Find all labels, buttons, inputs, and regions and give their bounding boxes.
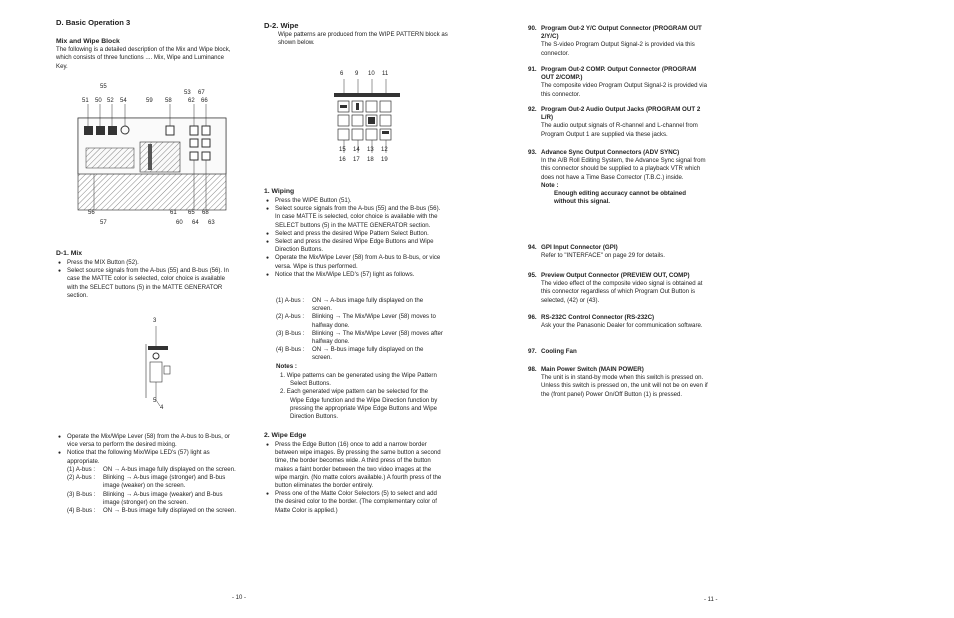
- callout-5: 5: [153, 398, 157, 404]
- callout-53: 53: [184, 90, 191, 96]
- callout-15: 15: [339, 147, 346, 153]
- wiping-bullet: ● Select source signals from the A-bus (55) and the B-bus (56). In case MATTE is selected, color choice is available with the SELECT buttons (5) in the MATTE GENERATOR section.: [264, 205, 442, 230]
- section-90: 90. Program Out-2 Y/C Output Connector (PROGRAM OUT 2/Y/C) The S-video Program Output Signal-2 is provided via this connector.: [528, 25, 702, 57]
- section-95: 95. Preview Output Connector (PREVIEW OUT, COMP) The video effect of the composite video signal is obtained at this connector regardless of which Program Out Button is selected, (42) or (43).: [528, 272, 703, 304]
- wiping-bullets: [264, 197, 442, 279]
- callout-17: 17: [353, 157, 360, 163]
- wipe-state-row: (1) A-bus : ON → A-bus image fully displayed on the screen.: [276, 297, 424, 313]
- callout-11: 11: [382, 71, 389, 77]
- section-title: D. Basic Operation 3: [56, 18, 131, 27]
- callout-56: 56: [88, 210, 95, 216]
- edge-bullet: ● Press one of the Matte Color Selectors (5) to select and add the desired color to the border. (The complementary color of Matte Color is applied.): [264, 490, 442, 515]
- callout-54: 54: [120, 98, 127, 104]
- wipe-state-row: (4) B-bus : ON → B-bus image fully displayed on the screen.: [276, 346, 424, 362]
- callout-4: 4: [160, 405, 164, 411]
- wipe-heading: D-2. Wipe: [264, 21, 299, 30]
- led-state-row: (3) B-bus : Blinking → A-bus image (weaker) and B-bus image (stronger) on the screen.: [67, 490, 223, 506]
- callout-60: 60: [176, 220, 183, 226]
- note-heading: Note :: [541, 181, 559, 189]
- callout-67: 67: [198, 90, 205, 96]
- callout-64: 64: [192, 220, 199, 226]
- section-91: 91. Program Out-2 COMP. Output Connector (PROGRAM OUT 2/COMP.) The composite video Program Output Signal-2 is provided via this connector.: [528, 66, 707, 98]
- mix-bullet: ● Press the MIX Button (52).: [56, 259, 234, 267]
- lever-bullets: [56, 433, 234, 466]
- led-state-row: (2) A-bus : Blinking → A-bus image (stronger) and B-bus image (weaker) on the screen.: [67, 474, 226, 490]
- wipe-state-row: (3) B-bus : Blinking → The Mix/Wipe Lever (58) moves after halfway done.: [276, 329, 443, 346]
- notes-list: [280, 372, 442, 421]
- callout-66: 66: [201, 98, 208, 104]
- callout-10: 10: [368, 71, 375, 77]
- mix-bullets: [56, 259, 234, 300]
- mix-wipe-panel-diagram: [70, 82, 230, 232]
- wipe-intro: Wipe patterns are produced from the WIPE PATTERN block as shown below.: [278, 31, 448, 47]
- wiping-bullet: ● Select and press the desired Wipe Pattern Select Button.: [264, 230, 442, 238]
- wiping-bullet: ● Select and press the desired Wipe Edge Buttons and Wipe Direction Buttons.: [264, 238, 442, 254]
- callout-65: 65: [188, 210, 195, 216]
- callout-55: 55: [100, 84, 107, 90]
- mix-bullet: ● Select source signals from the A-bus (55) and B-bus (56). In case the MATTE color is selected, color choice is available with the SELECT buttons (5) in the MATTE GENERATOR section.: [56, 267, 234, 300]
- note-item: 1. Wipe patterns can be generated using the Wipe Pattern Select Buttons.: [280, 372, 437, 388]
- callout-19: 19: [381, 157, 388, 163]
- callout-13: 13: [367, 147, 374, 153]
- section-94: 94. GPI Input Connector (GPI) Refer to "INTERFACE" on page 29 for details.: [528, 244, 665, 260]
- lever-detail-diagram: [138, 318, 198, 413]
- callout-62: 62: [188, 98, 195, 104]
- callout-52: 52: [107, 98, 114, 104]
- section-92: 92. Program Out-2 Audio Output Jacks (PROGRAM OUT 2 L/R) The audio output signals of R-channel and L-channel from Program Output 1 are supplied via these jacks.: [528, 106, 701, 138]
- callout-51: 51: [82, 98, 89, 104]
- section-97: 97. Cooling Fan: [528, 348, 577, 355]
- wipe-pattern-diagram: [330, 65, 410, 167]
- led-state-row: (1) A-bus : ON → A-bus image fully displayed on the screen.: [67, 466, 236, 473]
- edge-bullet: ● Press the Edge Button (16) once to add a narrow border between wipe images. By pressing the same button a second time, the border becomes wide. A third press of the button makes a faint border between the two video images at the wipe margin. (No matte colors available.) A fourth press of the button eliminates the border entirely.: [264, 441, 442, 490]
- callout-9: 9: [355, 71, 359, 77]
- section-93: 93. Advance Sync Output Connectors (ADV SYNC) In the A/B Roll Editing System, the Advance Sync signal from this connector should be supplied to a playback VTR which does not have a Time Base Corrector (T.B.C.) inside. Note : Enough editing accuracy cannot be obtained without this signal.: [528, 149, 708, 206]
- callout-61: 61: [170, 210, 177, 216]
- callout-14: 14: [353, 147, 360, 153]
- wipe-state-list: [276, 297, 444, 363]
- callout-3: 3: [153, 318, 157, 324]
- lever-detail-svg: [138, 318, 198, 413]
- note-text: Enough editing accuracy cannot be obtained without this signal.: [554, 190, 687, 206]
- callout-59: 59: [146, 98, 153, 104]
- wiping-bullet: ● Press the WIPE Button (51).: [264, 197, 442, 205]
- callout-63: 63: [208, 220, 215, 226]
- section-98: 98. Main Power Switch (MAIN POWER) The unit is in stand-by mode when this switch is pressed on. Unless this switch is pressed on, the unit will not be on even if the (front panel) Power On/Off Button (1) is pressed.: [528, 366, 708, 398]
- wipe-edge-bullets: [264, 441, 442, 515]
- section-96: 96. RS-232C Control Connector (RS-232C) Ask your the Panasonic Dealer for communication software.: [528, 314, 703, 330]
- callout-57: 57: [100, 220, 107, 226]
- wiping-bullet: ● Operate the Mix/Wipe Lever (58) from A-bus to B-bus, or vice versa. Wipe is thus performed.: [264, 254, 442, 270]
- callout-50: 50: [95, 98, 102, 104]
- callout-12: 12: [381, 147, 388, 153]
- callout-68: 68: [202, 210, 209, 216]
- wiping-heading: 1. Wiping: [264, 188, 295, 195]
- mix-heading: D-1. Mix: [56, 250, 83, 257]
- callout-6: 6: [340, 71, 344, 77]
- wipe-edge-heading: 2. Wipe Edge: [264, 432, 307, 439]
- callout-58: 58: [165, 98, 172, 104]
- led-state-row: (4) B-bus : ON → B-bus image fully displayed on the screen.: [67, 507, 237, 515]
- notes-heading: Notes :: [276, 363, 297, 370]
- lever-bullet: ● Notice that the following Mix/Wipe LED's (57) light as appropriate.: [56, 449, 234, 465]
- wiping-bullet: ● Notice that the Mix/Wipe LED's (57) light as follows.: [264, 271, 442, 279]
- led-state-list: [67, 466, 237, 515]
- callout-18: 18: [367, 157, 374, 163]
- subheading-mix-wipe: Mix and Wipe Block: [56, 38, 120, 45]
- page-number-right: - 11 -: [704, 597, 718, 603]
- wipe-state-row: (2) A-bus : Blinking → The Mix/Wipe Lever (58) moves to halfway done.: [276, 313, 436, 329]
- note-item: 2. Each generated wipe pattern can be selected for the Wipe Edge function and the Wipe Direction function by pressing the appropriate Wipe Edge Buttons and Wipe Direction Buttons.: [280, 388, 438, 421]
- lever-bullet: ● Operate the Mix/Wipe Lever (58) from the A-bus to B-bus, or vice versa to perform the desired mixing.: [56, 433, 234, 449]
- page-number-left: - 10 -: [232, 595, 247, 601]
- intro-paragraph: The following is a detailed description of the Mix and Wipe block, which consists of three functions .... Mix, Wipe and Luminance Key.: [56, 46, 231, 70]
- callout-16: 16: [339, 157, 346, 163]
